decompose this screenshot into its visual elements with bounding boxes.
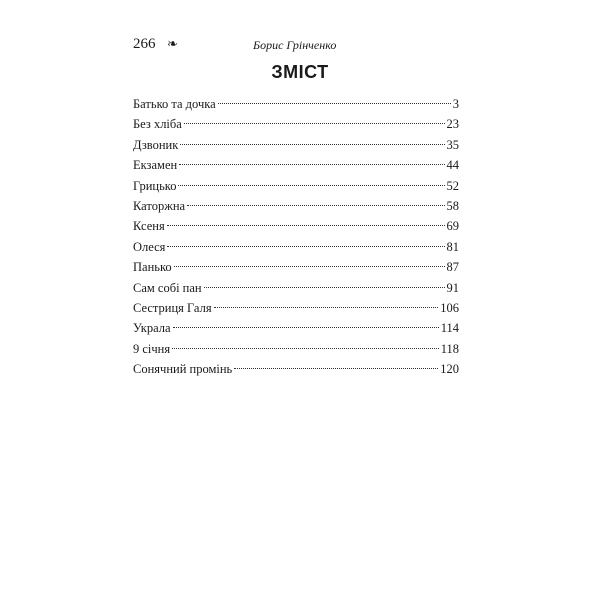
toc-entry-page: 69 [446,219,459,234]
toc-entry-title: Екзамен [133,158,178,173]
toc-leader-dots [167,246,444,247]
toc-entry-title: Грицько [133,178,177,193]
toc-entry-title: Сонячний промінь [133,362,233,377]
toc-entry [133,339,459,359]
toc-entry [133,298,459,318]
toc-entry-title: Олеся [133,239,166,254]
toc-leader-dots [180,144,444,145]
toc-leader-dots [178,185,444,186]
toc-leader-dots [214,307,439,308]
toc-leader-dots [234,368,438,369]
toc-entry-title: Украла [133,321,171,336]
toc-leader-dots [184,123,445,124]
toc-entry-page: 114 [440,321,459,336]
toc-entry-page: 58 [446,198,459,213]
toc-entry [133,237,459,257]
toc-entry-page: 120 [440,362,459,377]
toc-entry-title: Панько [133,260,172,275]
toc-entry-title: Дзвоник [133,137,179,152]
toc-entry-title: Ксеня [133,219,165,234]
toc-leader-dots [167,225,445,226]
toc-leader-dots [218,103,451,104]
toc-entry [133,196,459,216]
toc-leader-dots [179,164,444,165]
toc-entry-page: 52 [446,178,459,193]
toc-entry-page: 91 [446,280,459,295]
toc-entry [133,155,459,175]
toc-entry-title: Батько та дочка [133,97,216,111]
toc-entry-title: Сестриця Галя [133,300,212,315]
toc-entry-page: 118 [440,341,459,356]
toc-entry-title: Сам собі пан [133,280,202,295]
toc-entry [133,94,459,114]
page-number: 266 [133,36,156,52]
toc-entry-page: 35 [446,137,459,152]
toc-entry-page: 106 [440,300,459,315]
toc-entry-title: 9 січня [133,341,171,356]
toc-entry-page: 23 [446,117,459,132]
toc-entry-page: 3 [452,97,459,111]
toc-entry-title: Каторжна [133,198,186,213]
toc-entry-page: 87 [446,260,459,275]
toc-entry [133,135,459,155]
toc-entry-page: 44 [446,158,459,173]
ornament-icon: ❧ [167,36,178,51]
table-of-contents [133,94,459,379]
toc-entry [133,257,459,277]
toc-leader-dots [204,287,445,288]
contents-title: ЗМІСТ [271,62,329,82]
toc-entry [133,216,459,236]
toc-leader-dots [174,266,445,267]
toc-entry [133,114,459,134]
toc-entry [133,359,459,379]
toc-leader-dots [173,327,439,328]
toc-entry [133,318,459,338]
running-head-author: Борис Грінченко [253,38,337,52]
toc-leader-dots [172,348,439,349]
toc-leader-dots [187,205,444,206]
toc-entry [133,278,459,298]
toc-entry [133,176,459,196]
toc-entry-page: 81 [446,239,459,254]
toc-entry-title: Без хліба [133,117,182,132]
page-header [133,34,467,56]
